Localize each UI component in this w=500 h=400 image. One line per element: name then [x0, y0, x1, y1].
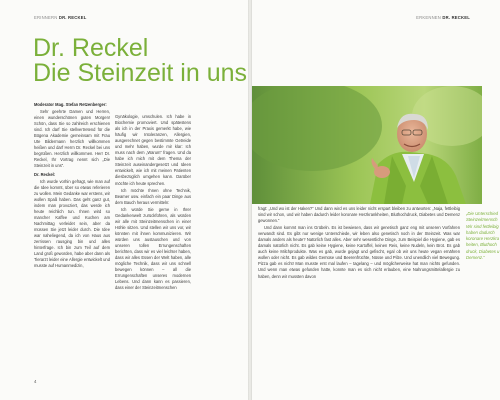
- pull-quote-line: druck, Diabetes u: [466, 248, 500, 254]
- pull-quote-line: haben dadurch: [466, 229, 495, 235]
- article-title-line-1: Dr. Reckel: [33, 34, 149, 62]
- left-page: [0, 0, 248, 400]
- pull-quote-line: Demenz.“: [466, 255, 485, 261]
- header-name: DR. RECKEL: [442, 15, 470, 20]
- paragraph: Ich möchte Ihnen ohne Technik, Beamer usw. einfach ein paar Dinge aus dem Bauch heraus vermitteln:: [115, 187, 191, 205]
- paragraph: Und dann kommt man ins Grübeln. Es ist bewiesen, dass wir genetisch ganz eng mit unseren Vorfahren verwandt sind. Es gibt nur wenige Unterschiede, wir leben also genetisch noch in der Steinzeit. Was war damals anders als heute? Natürlich fast alles. Aber sehr wesentliche Dinge, zum Beispiel die Hygiene, gab es damals natürlich nicht. Es gab keine Hygiene, keine Kartoffel, keinen Reis, keine Nudeln, kein Brot. Es gab auch keine Milchprodukte. Was es gab, wurde gejagt und gefischt, egal ob wir uns heute vegan ernähren wollen oder nicht. Es gab wildes Gemüse und Beerenfrüchte, Nüsse und Pilze. Und unendlich viel Bewegung. Pizza gab es nicht! Man musste erst mal laufen – tagelang – und möglicherweise hat man nichts gefunden. Und wenn man etwas gefunden hatte, konnte man es sich nicht erlauben, eine Nahrungsmittelallergie zu haben, denn wir mussten davon: [258, 225, 460, 279]
- portrait-photo-illustration: [252, 86, 482, 204]
- pull-quote-line: Wir sind fettleibig: [466, 223, 499, 229]
- paragraph: Sehr geehrte Damen und Herren, einen wunderschönen guten Morgen! Schön, dass Sie so zahlreich erschienen sind. Ich darf Sie stellvertretend für die Bögena Akademie gemeinsam mit Frau Ute Bildermann herzlich willkommen heißen und darf Herrn Dr. Reckel bei uns begrüßen. Herzlich willkommen. Herr Dr. Reckel, Ihr Vortrag nennt sich „Die Steinzeit in uns“.: [34, 109, 110, 169]
- text-column-3: [258, 206, 460, 281]
- text-column-1: [34, 102, 110, 270]
- paragraph: fragt: „Und wo ist der Haken?“ Und dann wird es uns leider nicht erspart bleiben zu antworten: „Naja, fettleibig sind wir schon, und wir haben dadurch leider koronare Herzkrankheiten, Bluthochdruck, Diabetes und Demenz gewonnen.“: [258, 206, 460, 224]
- speaker-label: Moderator Mag. Stefan Retzenberger:: [34, 102, 107, 107]
- page-number: 4: [34, 379, 37, 384]
- pull-quote-line: „Die Unterschied: [466, 211, 499, 216]
- running-header-left: [34, 15, 86, 20]
- header-name: DR. RECKEL: [58, 15, 87, 20]
- portrait-photo: [252, 86, 482, 204]
- pull-quote-line: heiten, Bluthoch: [466, 242, 497, 248]
- paragraph: Ich wurde vorhin gefragt, wie man auf die Idee kommt, über so etwas referieren zu wollen. Mein Gedanke war erstens, wir wollen Spaß haben. Das geht ganz gut, indem man provoziert, das werde ich heute reichlich tun. Ihnen wird so mancher Kaffee und Kuchen am Nachmittag verleidet sein, aber da müssen Sie jetzt leider durch. Die Idee war naheliegend, da ich von Haus aus zerrissen rausging bin und alles hinterfrage. Ich bin zum Teil auf dem Land groß geworden, habe aber dann als Tierarzt leider eine Allergie entwickelt und musste auf Humanmedizin,: [34, 178, 110, 269]
- paragraph: Gynäkologie, umschulen. Ich habe in Biochemie promoviert. Und spätestens als ich in der Praxis gemerkt habe, wie häufig wir Intoleranzen, Allergien, ausgerechnet gegen bestimmte Getreide und mehr haben, wurde mir klar: Ich muss nach dem „Warum“ fragen. Und da habe ich mich mit dem Thema der Steinzeit auseinandergesetzt und Ideen entwickelt, wie ich mit meinen Patienten diesbezüglich umgehen kann. Darüber möchte ich heute sprechen.: [115, 114, 191, 186]
- pull-quote: [466, 211, 500, 261]
- text-column-2: [115, 114, 191, 292]
- header-section: ERKENNEN: [416, 15, 442, 20]
- running-header-right: [416, 15, 470, 20]
- article-title-line-2: Die Steinzeit in uns: [33, 59, 248, 87]
- paragraph: Ich würde Sie gerne in Ihrer Gedankenwelt zurückführen, als würden wir alle mit Steinzeitmenschen in einer Höhle sitzen. Und stellen wir uns vor, wir könnten mit ihnen kommunizieren. Wir würden uns austauschen und von unseren tollen Errungenschaften berichten, dass wir es viel leichter haben, dass wir alles Essen der Welt haben, alle mögliche Technik, dass wir uns schnell bewegen können – all die Errungenschaften unseres modernen Lebens. Und dann kann es passieren, dass einer der Steinzeitmenschen: [115, 206, 191, 291]
- header-section: ERINNERN: [34, 15, 58, 20]
- speaker-label: Dr. Reckel:: [34, 171, 56, 177]
- pull-quote-line: Steinzeitmensch: [466, 217, 498, 223]
- pull-quote-line: koronare Herzkra: [466, 236, 500, 242]
